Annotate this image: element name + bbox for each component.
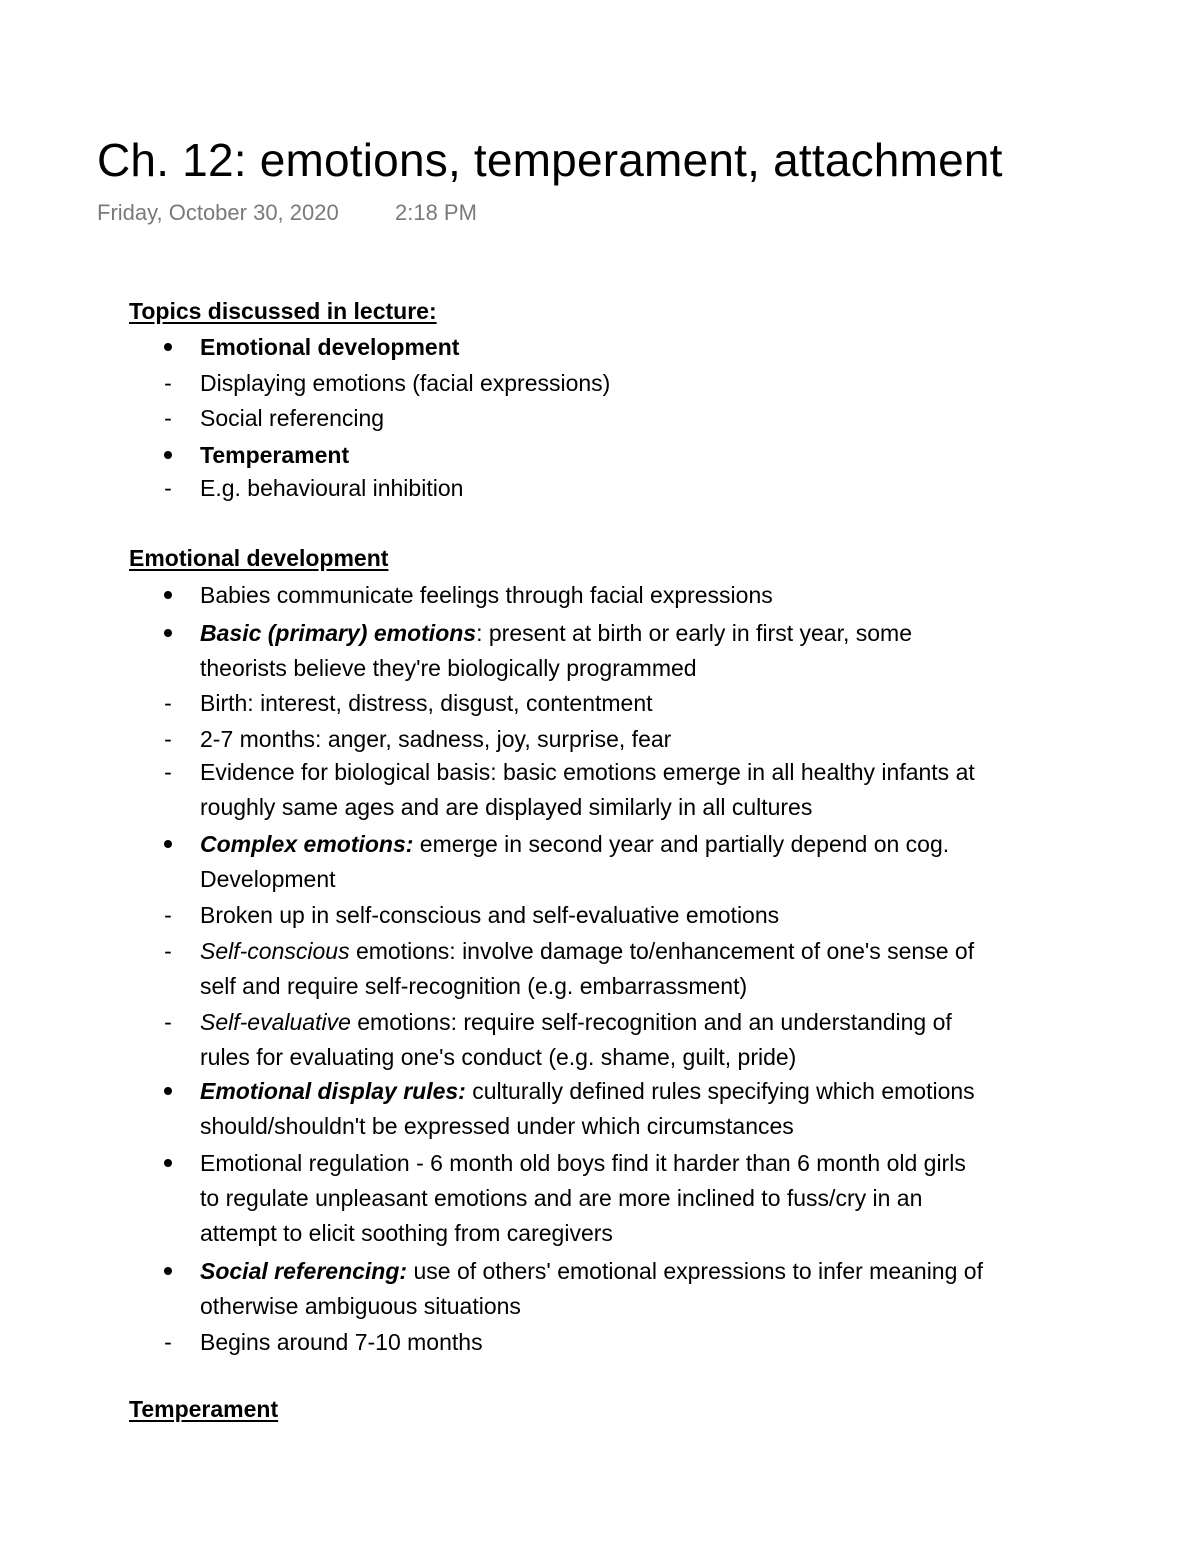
dash-marker: - [164, 690, 172, 716]
bullet-marker [158, 1074, 178, 1109]
list-item-continuation: to regulate unpleasant emotions and are more inclined to fuss/cry in an [200, 1185, 923, 1211]
dash-marker: - [164, 1009, 172, 1035]
term: Self-conscious [200, 938, 350, 964]
topic-item: Temperament [200, 442, 350, 468]
list-item: Babies communicate feelings through facial expressions [200, 582, 773, 608]
list-item-continuation: Development [200, 866, 336, 892]
topic-item: Displaying emotions (facial expressions) [200, 370, 611, 396]
term: Social referencing: [200, 1258, 408, 1284]
bullet-marker [158, 1254, 178, 1289]
note-date: Friday, October 30, 2020 [97, 200, 339, 225]
list-item: Broken up in self-conscious and self-evaluative emotions [200, 902, 780, 928]
list-item-continuation: roughly same ages and are displayed similarly in all cultures [200, 794, 813, 820]
topic-item: E.g. behavioural inhibition [200, 475, 464, 501]
list-item: Emotional display rules: culturally defined rules specifying which emotions [200, 1078, 975, 1104]
term: Basic (primary) emotions [200, 620, 477, 646]
list-item: Social referencing: use of others' emotional expressions to infer meaning of [200, 1258, 983, 1284]
list-item: Basic (primary) emotions: present at birth or early in first year, some [200, 620, 912, 646]
list-item: Self-conscious emotions: involve damage to/enhancement of one's sense of [200, 938, 975, 964]
temperament-heading: Temperament [129, 1396, 279, 1422]
list-item: Complex emotions: emerge in second year and partially depend on cog. [200, 831, 950, 857]
page-title: Ch. 12: emotions, temperament, attachment [97, 134, 1003, 186]
dash-marker: - [164, 759, 172, 785]
list-item-continuation: attempt to elicit soothing from caregivers [200, 1220, 613, 1246]
list-item: 2-7 months: anger, sadness, joy, surprise, fear [200, 726, 672, 752]
list-item: Evidence for biological basis: basic emotions emerge in all healthy infants at [200, 759, 975, 785]
term: Emotional display rules: [200, 1078, 466, 1104]
topic-item: Emotional development [200, 334, 460, 360]
term: Complex emotions: [200, 831, 414, 857]
bullet-marker [158, 616, 178, 651]
list-item-continuation: rules for evaluating one's conduct (e.g. shame, guilt, pride) [200, 1044, 797, 1070]
bullet-marker [158, 330, 178, 365]
dash-marker: - [164, 475, 172, 501]
dash-marker: - [164, 902, 172, 928]
list-item: Emotional regulation - 6 month old boys find it harder than 6 month old girls [200, 1150, 966, 1176]
dash-marker: - [164, 938, 172, 964]
list-item: Begins around 7-10 months [200, 1329, 483, 1355]
bullet-marker [158, 438, 178, 473]
bullet-marker [158, 827, 178, 862]
dash-marker: - [164, 726, 172, 752]
list-item-continuation: self and require self-recognition (e.g. embarrassment) [200, 973, 748, 999]
dash-marker: - [164, 405, 172, 431]
topics-heading: Topics discussed in lecture: [129, 298, 437, 324]
bullet-marker [158, 1146, 178, 1181]
note-time: 2:18 PM [395, 200, 477, 225]
bullet-marker [158, 578, 178, 613]
list-item: Birth: interest, distress, disgust, contentment [200, 690, 653, 716]
list-item-continuation: otherwise ambiguous situations [200, 1293, 521, 1319]
list-item-continuation: theorists believe they're biologically programmed [200, 655, 697, 681]
topic-item: Social referencing [200, 405, 385, 431]
list-item: Self-evaluative emotions: require self-recognition and an understanding of [200, 1009, 952, 1035]
dash-marker: - [164, 1329, 172, 1355]
dash-marker: - [164, 370, 172, 396]
list-item-continuation: should/shouldn't be expressed under which circumstances [200, 1113, 794, 1139]
emotional-development-heading: Emotional development [129, 545, 389, 571]
term: Self-evaluative [200, 1009, 351, 1035]
